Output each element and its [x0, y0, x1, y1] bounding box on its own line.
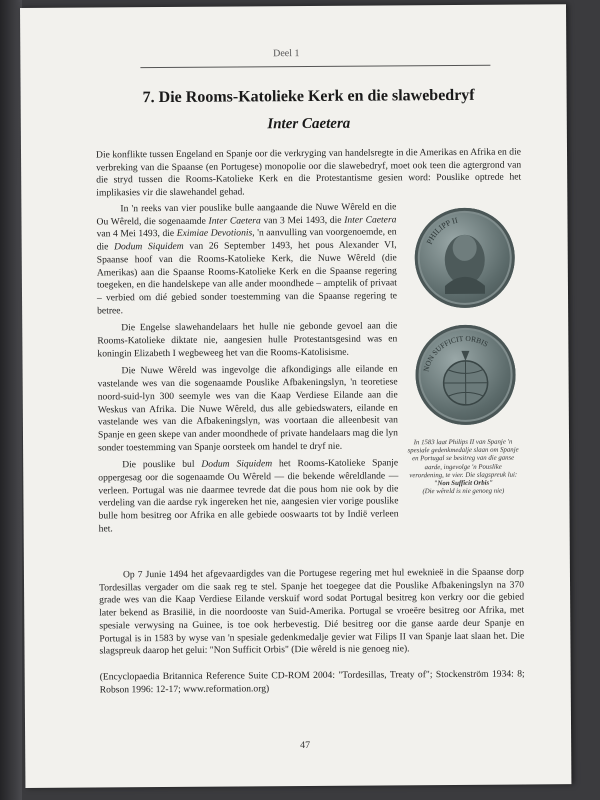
paragraph-1: Die konflikte tussen Engeland en Spanje oor die verkryging van handelsregte in die Amerikas en Afrika en die verbreking van die Spaanse (en Portugese) monopolie oor die slawebedryf, moet ook teen die agtergrond van die stryd tussen die Rooms-Katolieke Kerk en die Protestantisme gesien word: Pouslike optrede het implikasies vir die slawehandel gehad.	[95, 146, 522, 199]
paragraph-5: Die pouslike bul Dodum Siquidem het Rooms-Katolieke Spanje oppergesag oor die sogenaamde Ou Wêreld — die bekende wêreldlande — verleen. Portugal was nie daarmee tevrede dat die pous hom nie ook by die verdeling van die aardse ryk ingereken het nie, aangesien vier vorige pouslike bulle hom besitreg oor Afrika en alle gebiede ooswaarts tot by Indië verleen het.	[98, 457, 399, 535]
book-spine-shadow	[0, 0, 22, 800]
page-number: 47	[300, 739, 311, 752]
medal-back-inscription: NON SUFFICIT ORBIS	[421, 333, 490, 373]
paragraph-intro	[96, 147, 521, 201]
running-head: Deel 1	[273, 48, 300, 60]
left-column	[96, 201, 398, 536]
header-rule	[140, 65, 490, 68]
paragraph-block-lower	[99, 566, 525, 658]
medal-front-image	[414, 208, 515, 309]
figure-caption	[407, 439, 519, 497]
medal-back-image	[415, 325, 516, 426]
medal-globe-icon	[415, 325, 516, 426]
book-page	[20, 4, 571, 788]
sources-citation: (Encyclopaedia Britannica Reference Suite CD-ROM 2004: "Tordesillas, Treaty of"; Stockenström 1934: 8; Robson 1996: 12-17; www.reformation.org)	[99, 668, 525, 696]
caption-text: In 1583 laat Philips II van Spanje 'n spesiale gedenkmedalje slaan om Spanje en Portugal se besitreg van die ganse aarde, ingevolge 'n Pouslike verordening, te vier. Die slagspreuk lui:	[407, 438, 519, 480]
paragraph-3: Die Engelse slawehandelaars het hulle nie gebonde gevoel aan die Rooms-Katolieke diktate nie, aangesien hulle Protestantsgesind was en koningin Elizabeth I wegbeweeg het van die Rooms-Katolisisme.	[97, 320, 398, 360]
medal-portrait-icon	[414, 208, 515, 309]
paragraph-4: Die Nuwe Wêreld was ingevolge die afkondigings alle eilande en vastelande wes van die sogenaamde Pouslike Afbakeningslyn, 'n teoretiese noord-suid-lyn 300 seemyle wes van die Kaap Verdiese Eilande aan die Weskus van Afrika. Die Nuwe Wêreld, dus alle gebiedswaters, eilande en vastelande wes van die Afbakeningslyn, was voortaan die alleenbesit van Spanje en geen skepe van ander moondhede of private handelaars mag die lyn sonder toestemming van Spanje oorsteek om handel te dryf nie.	[97, 363, 399, 454]
chapter-subtitle: Inter Caetera	[267, 115, 351, 133]
caption-translation: (Die wêreld is nie genoeg nie)	[422, 487, 505, 496]
chapter-title: 7. Die Rooms-Katolieke Kerk en die slawebedryf	[142, 86, 475, 107]
paragraph-6: Op 7 Junie 1494 het afgevaardigdes van die Portugese regering met hul eweknieë in die Spaanse dorp Tordesillas vergader om die saak reg te stel. Spanje het toegegee dat die Pouslike Afbakeningslyn na 370 grade wes van die Kaap Verdiese Eilande verskuif word sodat Portugal besitreg kon verkry oor die gebied later bekend as Brasilië, in die noordooste van Suid-Amerika. Portugal se vroeëre besitreg oor Afrika, met spesiale verwysing na Guinee, is toe ook herbevestig. Dié besitreg oor die ganse aarde deur Spanje en Portugal is in 1583 by wyse van 'n spesiale gedenkmedalje gevier wat Filips II van Spanje laat slaan het. Die slagspreuk daarop het gelui: "Non Sufficit Orbis" (Die wêreld is nie genoeg nie).	[99, 566, 525, 657]
sources-block	[100, 668, 525, 696]
caption-motto: "Non Sufficit Orbis"	[433, 479, 493, 488]
medal-front-inscription: PHILIPP II	[424, 215, 459, 246]
paragraph-2: In 'n reeks van vier pouslike bulle aangaande die Nuwe Wêreld en die Ou Wêreld, die sogenaamde Inter Caetera van 3 Mei 1493, die Inter Caetera van 4 Mei 1493, die Eximiae Devotionis, 'n aanvulling van voorgenoemde, en die Dodum Siquidem van 26 September 1493, het pous Alexander VI, Spaanse hoof van die Rooms-Katolieke Kerk, die Nuwe Wêreld (die Amerikas) aan die Spaanse Rooms-Katolieke Kerk en die Spaanse regering toegeken, en die handelskepe van alle ander moondhede – amptelik of privaat – verbied om dié gebied sonder toestemming van die Spaanse regering te betree.	[96, 201, 398, 317]
